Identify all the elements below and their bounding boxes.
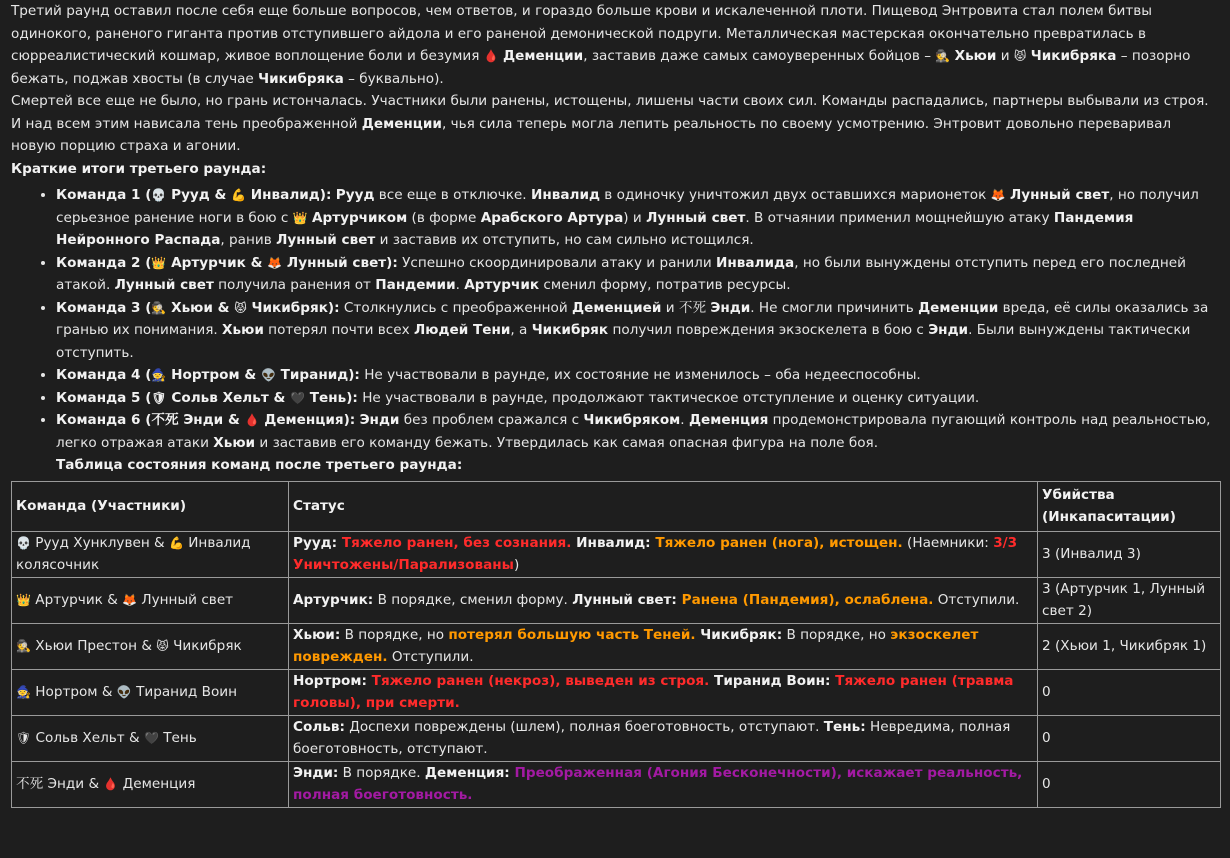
text: и заставив его команду бежать. Утвердилась как самая опасная фигура на поле боя.: [255, 434, 879, 451]
text: Невредима, полная боеготовность, отступают.: [293, 718, 1011, 757]
label: Деменция:: [424, 764, 510, 781]
team-title: [56, 187, 331, 203]
kills-cell: 2 (Хьюи 1, Чикибряк 1): [1038, 623, 1221, 669]
text: В порядке, но: [782, 626, 891, 643]
status-text: Тяжело ранен (травма головы), при смерти.: [293, 672, 1014, 711]
status-text: Ранена (Пандемия), ослаблена.: [676, 591, 934, 608]
alien-icon: 👽: [260, 368, 276, 382]
text: . Были вынуждены тактически отступить.: [56, 322, 1191, 361]
label: Инвалид:: [571, 534, 651, 551]
name: Деменцией: [572, 299, 662, 316]
text: получила ранения от: [213, 277, 376, 293]
crown-icon: 👑: [292, 210, 308, 225]
text: Тень):: [305, 389, 358, 406]
text: Команда 1 (: [56, 187, 152, 203]
text: все еще в отключке.: [374, 187, 531, 203]
table-header-row: [12, 481, 1221, 531]
team-cell: [12, 669, 289, 715]
shield-icon: 🛡: [16, 730, 32, 745]
name: Хьюи: [213, 434, 256, 451]
text: Рууд &: [166, 187, 232, 203]
text: Чикибряк: [168, 637, 242, 654]
status-text: экзоскелет поврежден.: [293, 626, 979, 665]
name-hyui: Хьюи: [954, 48, 997, 64]
text: Команда 3 (: [56, 299, 152, 316]
table-row: [12, 715, 1221, 761]
kills-cell: 0: [1038, 715, 1221, 761]
team-cell: [12, 715, 289, 761]
status-cell: [289, 623, 1038, 669]
text: , заставив даже самых самоуверенных бойцов –: [583, 48, 936, 64]
text: и заставив их отступить, но сам сильно истощился.: [375, 232, 754, 248]
intro-paragraph-1: [11, 0, 1219, 90]
text: Деменция):: [259, 412, 356, 428]
flexed-biceps-icon: 💪: [231, 188, 247, 202]
text: Артурчик &: [30, 591, 123, 608]
text: Рууд Хунклувен &: [30, 534, 169, 551]
text: .: [455, 277, 465, 293]
team-cell: [12, 577, 289, 623]
team-cell: [12, 623, 289, 669]
text: 不死 Энди &: [16, 775, 104, 792]
text: , чья сила теперь могла лепить реальность по своему усмотрению. Энтровит довольно переваривал новую порцию страха и агонии.: [11, 115, 1172, 154]
list-item-team-3: [56, 297, 1219, 365]
text: ) и: [623, 209, 647, 226]
name-dementia: Деменции: [503, 48, 584, 64]
list-item-team-1: [56, 184, 1219, 252]
list-item-team-2: [56, 252, 1219, 297]
black-heart-icon: 🖤: [143, 730, 159, 745]
mage-icon: 🧙: [16, 684, 31, 699]
status-text: Тяжело ранен, без сознания.: [337, 534, 572, 551]
table-row: [12, 761, 1221, 807]
name: Лунный свет: [646, 209, 746, 226]
label: Хьюи:: [293, 626, 341, 643]
team-status-table: [11, 481, 1221, 808]
cat-face-icon: 😾: [156, 638, 169, 653]
text: ): [513, 557, 520, 573]
fox-icon: 🦊: [122, 592, 138, 607]
crown-icon: 👑: [16, 592, 31, 607]
text: и: [996, 48, 1014, 64]
text: в одиночку уничтожил двух оставшихся марионеток: [599, 187, 991, 203]
list-item-team-6: [56, 409, 1219, 454]
alien-icon: 👽: [116, 684, 132, 699]
text: , ранив: [220, 232, 277, 248]
team-summary-list: [11, 184, 1219, 454]
name: Деменция: [688, 412, 769, 428]
status-text: потерял большую часть Теней.: [448, 626, 696, 643]
text: Не участвовали в раунде, продолжают тактическое отступление и оценку ситуации.: [357, 389, 980, 406]
name: Чикибряк: [531, 322, 609, 338]
text: сменил форму, потратив ресурсы.: [539, 277, 791, 293]
text: Инвалид колясочник: [16, 534, 251, 573]
text: В порядке, но: [340, 626, 449, 643]
table-caption: Таблица состояния команд после третьего раунда:: [56, 457, 463, 473]
text: Команда 4 (: [56, 367, 152, 383]
status-cell: [289, 577, 1038, 623]
name: Энди: [710, 299, 751, 316]
status-cell: [289, 669, 1038, 715]
text: В порядке, сменил форму.: [373, 591, 573, 608]
text: Сольв Хельт &: [31, 729, 144, 746]
text: Отступили.: [933, 591, 1020, 608]
text: .: [680, 412, 689, 428]
name-chik: Чикибряка: [258, 70, 344, 87]
mage-icon: 🧙: [151, 368, 167, 382]
blood-drop-icon: 🩸: [244, 413, 260, 427]
text: Отступили.: [387, 649, 474, 665]
name: Арабского Артура: [480, 209, 624, 226]
cat-face-icon: 😾: [234, 300, 247, 315]
flexed-biceps-icon: 💪: [168, 535, 184, 550]
text: Тиранид):: [275, 367, 360, 383]
text: , но были вынуждены отступить перед его последней атакой.: [56, 254, 1186, 293]
text: Лунный свет):: [282, 254, 398, 271]
text: Команда 6 (不死 Энди &: [56, 412, 245, 428]
blood-drop-icon: 🩸: [483, 49, 499, 63]
text: потерял почти всех: [263, 322, 415, 338]
name: Лунный свет: [276, 232, 376, 248]
text: (в форме: [407, 209, 481, 226]
label: Чикибряк:: [695, 626, 783, 643]
label: Сольв:: [293, 718, 345, 735]
table-row: [12, 531, 1221, 577]
name: Рууд: [335, 187, 375, 203]
text: продемонстрировала пугающий контроль над реальностью, легко отражая атаки: [56, 412, 1211, 451]
text: . Не смогли причинить: [750, 299, 919, 316]
text: – буквально).: [343, 70, 444, 87]
text: Не участвовали в раунде, их состояние не изменилось – оба недееспособны.: [359, 367, 921, 383]
text: получил повреждения экзоскелета в бою с: [608, 322, 929, 338]
text: , но получил серьезное ранение ноги в бою с: [56, 187, 1199, 226]
label: Лунный свет:: [572, 591, 677, 608]
name: Инвалида: [716, 254, 795, 271]
status-cell: [289, 761, 1038, 807]
status-text: 3/3 Уничтожены/Парализованы: [293, 534, 1018, 573]
table-row: [12, 623, 1221, 669]
crown-icon: 👑: [151, 255, 167, 270]
status-text: Тяжело ранен (нога), истощен.: [650, 534, 903, 551]
text: . В отчаянии применил мощнейшую атаку: [745, 209, 1054, 226]
kills-cell: 0: [1038, 669, 1221, 715]
text: Лунный свет: [137, 591, 234, 608]
text: Сольв Хельт &: [166, 389, 291, 406]
name: Чикибряком: [583, 412, 681, 428]
name: Энди: [928, 322, 969, 338]
text: (Наемники:: [902, 534, 994, 551]
shield-icon: 🛡: [151, 390, 167, 405]
kills-cell: 0: [1038, 761, 1221, 807]
blood-drop-icon: 🩸: [103, 776, 119, 791]
text: В порядке.: [338, 764, 425, 781]
kills-cell: 3 (Инвалид 3): [1038, 531, 1221, 577]
skull-icon: 💀: [151, 188, 167, 202]
label: Рууд:: [293, 534, 338, 551]
name: Пандемия Нейронного Распада: [56, 209, 1134, 248]
black-heart-icon: 🖤: [290, 390, 305, 405]
text: Хьюи &: [166, 299, 235, 316]
label: Артурчик:: [293, 591, 374, 608]
team-title: [56, 390, 358, 406]
cat-face-icon: 😾: [1013, 49, 1027, 63]
name: Пандемии: [375, 277, 456, 293]
kills-cell: 3 (Артурчик 1, Лунный свет 2): [1038, 577, 1221, 623]
text: Артурчик &: [166, 254, 268, 271]
name: Энди: [359, 412, 400, 428]
label: Энди:: [293, 764, 339, 781]
label: Нортром:: [293, 672, 367, 689]
text: Деменция: [118, 775, 196, 792]
text: Хьюи Престон &: [30, 637, 157, 654]
name-dementia: Деменции: [361, 115, 442, 132]
label: Тень:: [823, 718, 866, 735]
name: Людей Тени: [414, 322, 511, 338]
text: Доспехи повреждены (шлем), полная боеготовность, отступают.: [344, 718, 824, 735]
text: Тиранид Воин: [131, 683, 237, 700]
text: Нортром &: [30, 683, 117, 700]
skull-icon: 💀: [16, 535, 31, 550]
name: Лунный свет: [114, 277, 214, 293]
fox-icon: 🦊: [267, 255, 283, 270]
text: вреда, её силы оказались за гранью их понимания.: [56, 299, 1209, 338]
text: – позорно бежать, поджав хвосты (в случае: [11, 48, 1191, 87]
text: Третий раунд оставил после себя еще больше вопросов, чем ответов, и гораздо больше крови и искалеченной плоти. Пищевод Энтровита стал полем битвы одинокого, раненого гиганта против отступившего айдола и его раненой демонической подруги. Металлическая мастерская окончательно превратилась в сюрреалистический кошмар, живое воплощение боли и безумия: [11, 3, 1152, 64]
name: Артурчик: [464, 277, 540, 293]
text: Нортром &: [166, 367, 261, 383]
team-title: [56, 255, 398, 271]
text: Инвалид):: [246, 187, 332, 203]
label: Тиранид Воин:: [709, 672, 831, 689]
table-row: [12, 577, 1221, 623]
team-cell: [12, 531, 289, 577]
text: Команда 5 (: [56, 389, 152, 406]
fox-icon: 🦊: [990, 188, 1006, 202]
team-title: [56, 367, 360, 383]
name: Хьюи: [222, 322, 264, 338]
list-item-team-5: [56, 387, 1219, 410]
intro-paragraph-2: [11, 90, 1219, 158]
name: Артурчиком: [311, 209, 408, 226]
status-cell: [289, 715, 1038, 761]
text: Смертей все еще не было, но грань истончалась. Участники были ранены, истощены, лишены части своих сил. Команды распадались, партнеры выбывали из строя. И над всем этим нависала тень преображенной: [11, 93, 1209, 132]
team-title: [56, 412, 355, 428]
text: и 不死: [661, 299, 711, 316]
summary-heading: Краткие итоги третьего раунда:: [11, 160, 267, 177]
text: Тень: [158, 729, 197, 746]
text: Успешно скоординировали атаку и ранили: [397, 254, 716, 271]
detective-icon: 🕵: [935, 49, 951, 63]
name-chik: Чикибряка: [1030, 48, 1117, 64]
status-text: Преображенная (Агония Бесконечности), искажает реальность, полная боеготовность.: [293, 764, 1023, 803]
text: без проблем сражался с: [399, 412, 584, 428]
detective-icon: 🕵: [16, 638, 31, 653]
status-cell: [289, 531, 1038, 577]
name: Лунный свет: [1009, 187, 1110, 203]
text: Команда 2 (: [56, 254, 152, 271]
list-item-team-4: [56, 364, 1219, 387]
team-cell: [12, 761, 289, 807]
text: Столкнулись с преображенной: [339, 299, 572, 316]
status-text: Тяжело ранен (некроз), выведен из строя.: [366, 672, 710, 689]
column-header-kills: Убийства (Инкапаситации): [1038, 481, 1221, 531]
name: Деменции: [918, 299, 999, 316]
detective-icon: 🕵: [151, 300, 167, 315]
table-row: [12, 669, 1221, 715]
text: , а: [510, 322, 532, 338]
text: Чикибряк):: [246, 299, 340, 316]
column-header-team: Команда (Участники): [12, 481, 289, 531]
team-title: [56, 300, 340, 316]
name: Инвалид: [530, 187, 600, 203]
column-header-status: Статус: [289, 481, 1038, 531]
